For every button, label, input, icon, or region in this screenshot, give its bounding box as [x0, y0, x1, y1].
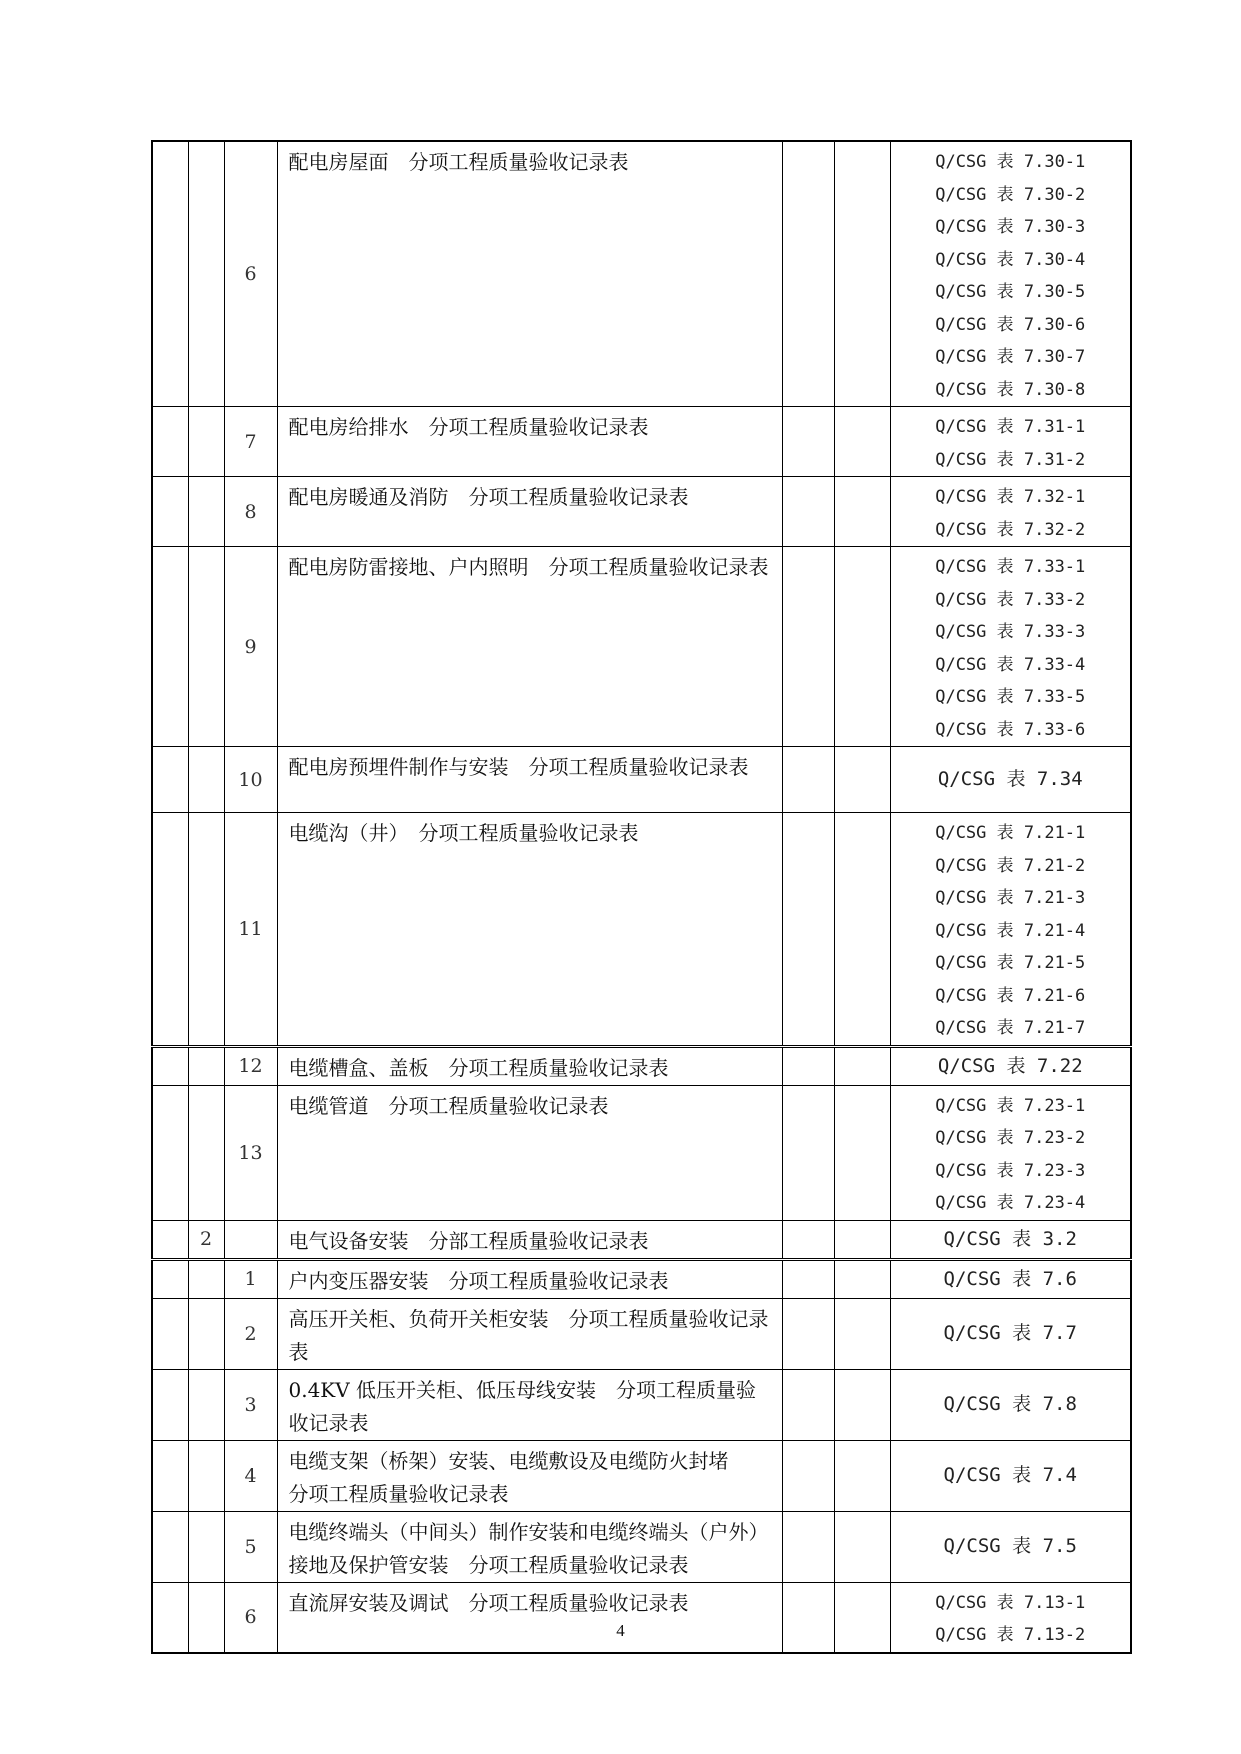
item-name-cell: 配电房防雷接地、户内照明 分项工程质量验收记录表	[277, 547, 782, 747]
acceptance-record-table	[151, 140, 1130, 1654]
item-name-cell: 户内变压器安装 分项工程质量验收记录表	[277, 1259, 782, 1298]
level-1-cell	[152, 1440, 188, 1511]
section-number-cell	[188, 747, 224, 813]
table-row	[152, 747, 1131, 813]
form-code: Q/CSG 表 7.21-1	[935, 823, 1086, 843]
section-number-cell	[188, 477, 224, 547]
form-code: Q/CSG 表 7.33-1	[935, 557, 1086, 577]
form-code-cell	[890, 1369, 1131, 1440]
form-code: Q/CSG 表 7.30-1	[935, 152, 1086, 172]
level-1-cell	[152, 747, 188, 813]
blank-cell-b	[834, 747, 890, 813]
form-code-cell	[890, 747, 1131, 813]
blank-cell-b	[834, 477, 890, 547]
section-number-cell	[188, 813, 224, 1047]
section-number-cell	[188, 1369, 224, 1440]
form-code: Q/CSG 表 7.8	[943, 1393, 1077, 1416]
form-code: Q/CSG 表 7.30-6	[935, 314, 1086, 335]
form-code-cell	[890, 547, 1131, 747]
form-code: Q/CSG 表 7.7	[943, 1322, 1077, 1345]
item-number-cell: 7	[224, 407, 277, 477]
form-code: Q/CSG 表 7.23-1	[935, 1095, 1086, 1116]
form-code: Q/CSG 表 7.21-3	[935, 888, 1086, 908]
section-number-cell	[188, 1085, 224, 1220]
table-row	[152, 407, 1131, 477]
item-name-cell: 配电房给排水 分项工程质量验收记录表	[277, 407, 782, 477]
blank-cell-a	[782, 813, 834, 1047]
form-code: Q/CSG 表 7.22	[937, 1054, 1083, 1077]
blank-cell-b	[834, 1220, 890, 1259]
item-name-cell: 0.4KV 低压开关柜、低压母线安装 分项工程质量验收记录表	[277, 1369, 782, 1440]
section-number-cell	[188, 141, 224, 407]
blank-cell-b	[834, 1369, 890, 1440]
item-number-cell	[224, 1220, 277, 1259]
item-name-cell: 直流屏安装及调试 分项工程质量验收记录表	[277, 1582, 782, 1653]
table-row	[152, 813, 1131, 1047]
blank-cell-a	[782, 1259, 834, 1298]
level-1-cell	[152, 1511, 188, 1582]
blank-cell-a	[782, 1511, 834, 1582]
section-number-cell	[188, 1046, 224, 1085]
blank-cell-b	[834, 1046, 890, 1085]
form-code: Q/CSG 表 7.33-5	[935, 687, 1086, 707]
item-number-cell: 1	[224, 1259, 277, 1298]
section-number-cell: 2	[188, 1220, 224, 1259]
form-code: Q/CSG 表 7.30-4	[935, 249, 1086, 270]
item-number-cell: 5	[224, 1511, 277, 1582]
blank-cell-b	[834, 1259, 890, 1298]
blank-cell-a	[782, 141, 834, 407]
form-code-cell	[890, 813, 1131, 1047]
form-code: Q/CSG 表 7.31-2	[935, 449, 1086, 470]
form-code: Q/CSG 表 7.32-2	[935, 519, 1086, 540]
table-row	[152, 547, 1131, 747]
table-row	[152, 1046, 1131, 1085]
item-name-cell: 高压开关柜、负荷开关柜安装 分项工程质量验收记录表	[277, 1298, 782, 1369]
form-code: Q/CSG 表 7.30-3	[935, 217, 1086, 237]
blank-cell-b	[834, 141, 890, 407]
form-code: Q/CSG 表 7.23-2	[935, 1128, 1086, 1148]
item-number-cell: 9	[224, 547, 277, 747]
level-1-cell	[152, 141, 188, 407]
blank-cell-a	[782, 407, 834, 477]
table-row	[152, 141, 1131, 407]
form-code: Q/CSG 表 7.30-5	[935, 282, 1086, 302]
item-name-cell: 电缆终端头（中间头）制作安装和电缆终端头（户外）接地及保护管安装 分项工程质量验收记录表	[277, 1511, 782, 1582]
item-number-cell: 11	[224, 813, 277, 1047]
item-number-cell: 6	[224, 1582, 277, 1653]
item-name-cell: 电缆支架（桥架）安装、电缆敷设及电缆防火封堵 分项工程质量验收记录表	[277, 1440, 782, 1511]
blank-cell-a	[782, 1220, 834, 1259]
item-number-cell: 3	[224, 1369, 277, 1440]
form-code-cell	[890, 1440, 1131, 1511]
form-code: Q/CSG 表 7.13-1	[935, 1592, 1086, 1613]
item-name-cell: 配电房预埋件制作与安装 分项工程质量验收记录表	[277, 747, 782, 813]
item-number-cell: 4	[224, 1440, 277, 1511]
form-code: Q/CSG 表 7.33-6	[935, 719, 1086, 740]
level-1-cell	[152, 1259, 188, 1298]
form-code: Q/CSG 表 7.34	[937, 768, 1083, 791]
blank-cell-a	[782, 1369, 834, 1440]
blank-cell-b	[834, 547, 890, 747]
item-number-cell: 13	[224, 1085, 277, 1220]
level-1-cell	[152, 1046, 188, 1085]
form-code: Q/CSG 表 7.32-1	[935, 487, 1086, 507]
form-code-cell	[890, 1582, 1131, 1653]
form-code: Q/CSG 表 7.30-2	[935, 184, 1086, 205]
blank-cell-b	[834, 813, 890, 1047]
table-row	[152, 1440, 1131, 1511]
level-1-cell	[152, 547, 188, 747]
item-name-cell: 电缆管道 分项工程质量验收记录表	[277, 1085, 782, 1220]
level-1-cell	[152, 1220, 188, 1259]
item-number-cell: 6	[224, 141, 277, 407]
level-1-cell	[152, 813, 188, 1047]
item-name-cell: 配电房暖通及消防 分项工程质量验收记录表	[277, 477, 782, 547]
blank-cell-a	[782, 1582, 834, 1653]
section-number-cell	[188, 547, 224, 747]
blank-cell-a	[782, 1440, 834, 1511]
blank-cell-a	[782, 1046, 834, 1085]
form-code: Q/CSG 表 7.21-7	[935, 1018, 1086, 1038]
blank-cell-b	[834, 1582, 890, 1653]
item-name-cell: 电气设备安装 分部工程质量验收记录表	[277, 1220, 782, 1259]
form-code: Q/CSG 表 7.21-5	[935, 953, 1086, 973]
form-code: Q/CSG 表 7.33-3	[935, 622, 1086, 642]
form-code-cell	[890, 477, 1131, 547]
form-code: Q/CSG 表 7.5	[943, 1535, 1077, 1558]
form-code-cell	[890, 1085, 1131, 1220]
form-code: Q/CSG 表 7.23-4	[935, 1193, 1086, 1213]
form-code-cell	[890, 141, 1131, 407]
page-number: 4	[616, 1621, 625, 1640]
level-1-cell	[152, 407, 188, 477]
table-row	[152, 1511, 1131, 1582]
blank-cell-b	[834, 407, 890, 477]
form-code-cell	[890, 1046, 1131, 1085]
blank-cell-b	[834, 1511, 890, 1582]
blank-cell-a	[782, 1298, 834, 1369]
blank-cell-a	[782, 477, 834, 547]
form-code-cell	[890, 1259, 1131, 1298]
section-number-cell	[188, 1259, 224, 1298]
blank-cell-b	[834, 1085, 890, 1220]
blank-cell-b	[834, 1298, 890, 1369]
blank-cell-a	[782, 547, 834, 747]
form-code: Q/CSG 表 7.21-2	[935, 855, 1086, 876]
item-number-cell: 2	[224, 1298, 277, 1369]
item-name-cell: 配电房屋面 分项工程质量验收记录表	[277, 141, 782, 407]
level-1-cell	[152, 1369, 188, 1440]
form-code: Q/CSG 表 7.31-1	[935, 417, 1086, 437]
form-code-cell	[890, 407, 1131, 477]
form-code: Q/CSG 表 7.4	[943, 1464, 1077, 1487]
form-code: Q/CSG 表 7.30-7	[935, 347, 1086, 367]
table-row	[152, 1369, 1131, 1440]
form-code: Q/CSG 表 7.21-4	[935, 920, 1086, 941]
form-code: Q/CSG 表 3.2	[943, 1227, 1077, 1250]
section-number-cell	[188, 1511, 224, 1582]
form-code: Q/CSG 表 7.30-8	[935, 379, 1086, 400]
table-row	[152, 1298, 1131, 1369]
level-1-cell	[152, 1298, 188, 1369]
form-code: Q/CSG 表 7.13-2	[935, 1625, 1086, 1645]
section-number-cell	[188, 1298, 224, 1369]
level-1-cell	[152, 1085, 188, 1220]
level-1-cell	[152, 477, 188, 547]
form-code-cell	[890, 1220, 1131, 1259]
blank-cell-b	[834, 1440, 890, 1511]
section-number-cell	[188, 1582, 224, 1653]
section-number-cell	[188, 407, 224, 477]
form-code: Q/CSG 表 7.33-4	[935, 654, 1086, 675]
table-row	[152, 477, 1131, 547]
table-row	[152, 1582, 1131, 1653]
section-number-cell	[188, 1440, 224, 1511]
level-1-cell	[152, 1582, 188, 1653]
item-name-cell: 电缆沟（井） 分项工程质量验收记录表	[277, 813, 782, 1047]
form-code: Q/CSG 表 7.6	[943, 1267, 1077, 1290]
item-name-cell: 电缆槽盒、盖板 分项工程质量验收记录表	[277, 1046, 782, 1085]
form-code: Q/CSG 表 7.33-2	[935, 589, 1086, 610]
item-number-cell: 8	[224, 477, 277, 547]
item-number-cell: 10	[224, 747, 277, 813]
table-row	[152, 1259, 1131, 1298]
form-code-cell	[890, 1511, 1131, 1582]
item-number-cell: 12	[224, 1046, 277, 1085]
form-code-cell	[890, 1298, 1131, 1369]
blank-cell-a	[782, 1085, 834, 1220]
table-row	[152, 1085, 1131, 1220]
blank-cell-a	[782, 747, 834, 813]
form-code: Q/CSG 表 7.21-6	[935, 985, 1086, 1006]
table-row	[152, 1220, 1131, 1259]
form-code: Q/CSG 表 7.23-3	[935, 1160, 1086, 1181]
